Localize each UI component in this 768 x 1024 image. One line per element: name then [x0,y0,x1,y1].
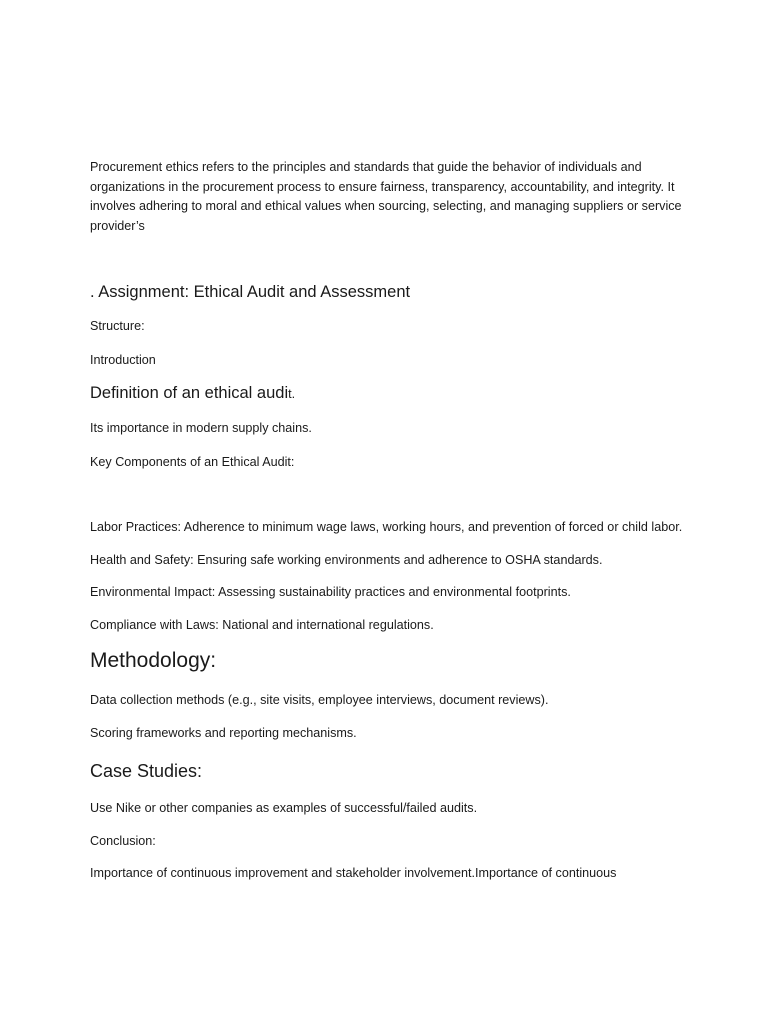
structure-label: Structure: [90,319,145,333]
compliance-laws-item: Compliance with Laws: National and international regulations. [90,617,434,632]
definition-heading [90,382,690,405]
environmental-impact-item: Environmental Impact: Assessing sustainability practices and environmental footprints. [90,585,571,599]
methodology-heading: Methodology: [90,649,217,672]
key-components-label: Key Components of an Ethical Audit: [90,454,295,469]
introduction-label: Introduction [90,352,156,367]
data-collection-item: Data collection methods (e.g., site visits, employee interviews, document reviews). [90,693,549,707]
conclusion-label: Conclusion: [90,833,156,848]
conclusion-text: Importance of continuous improvement and stakeholder involvement.Importance of continuous [90,866,617,880]
definition-heading-tail: t. [288,387,296,401]
definition-heading-main: Definition of an ethical audi [90,384,289,402]
case-studies-heading: Case Studies: [90,761,203,781]
intro-paragraph: Procurement ethics refers to the principles and standards that guide the behavior of individuals and organizations in the procurement process to ensure fairness, transparency, accountability, and integrity. It involves adhering to moral and ethical values when sourcing, selecting, and managing suppliers or service provider’s [90,160,682,233]
health-safety-item: Health and Safety: Ensuring safe working environments and adherence to OSHA standards. [90,552,603,567]
importance-line: Its importance in modern supply chains. [90,421,312,435]
document-body [90,158,690,884]
assignment-heading: . Assignment: Ethical Audit and Assessment [90,283,411,301]
scoring-frameworks-item: Scoring frameworks and reporting mechanisms. [90,725,357,740]
labor-practices-item: Labor Practices: Adherence to minimum wage laws, working hours, and prevention of forced or child labor. [90,520,683,534]
nike-example-item: Use Nike or other companies as examples of successful/failed audits. [90,801,478,815]
